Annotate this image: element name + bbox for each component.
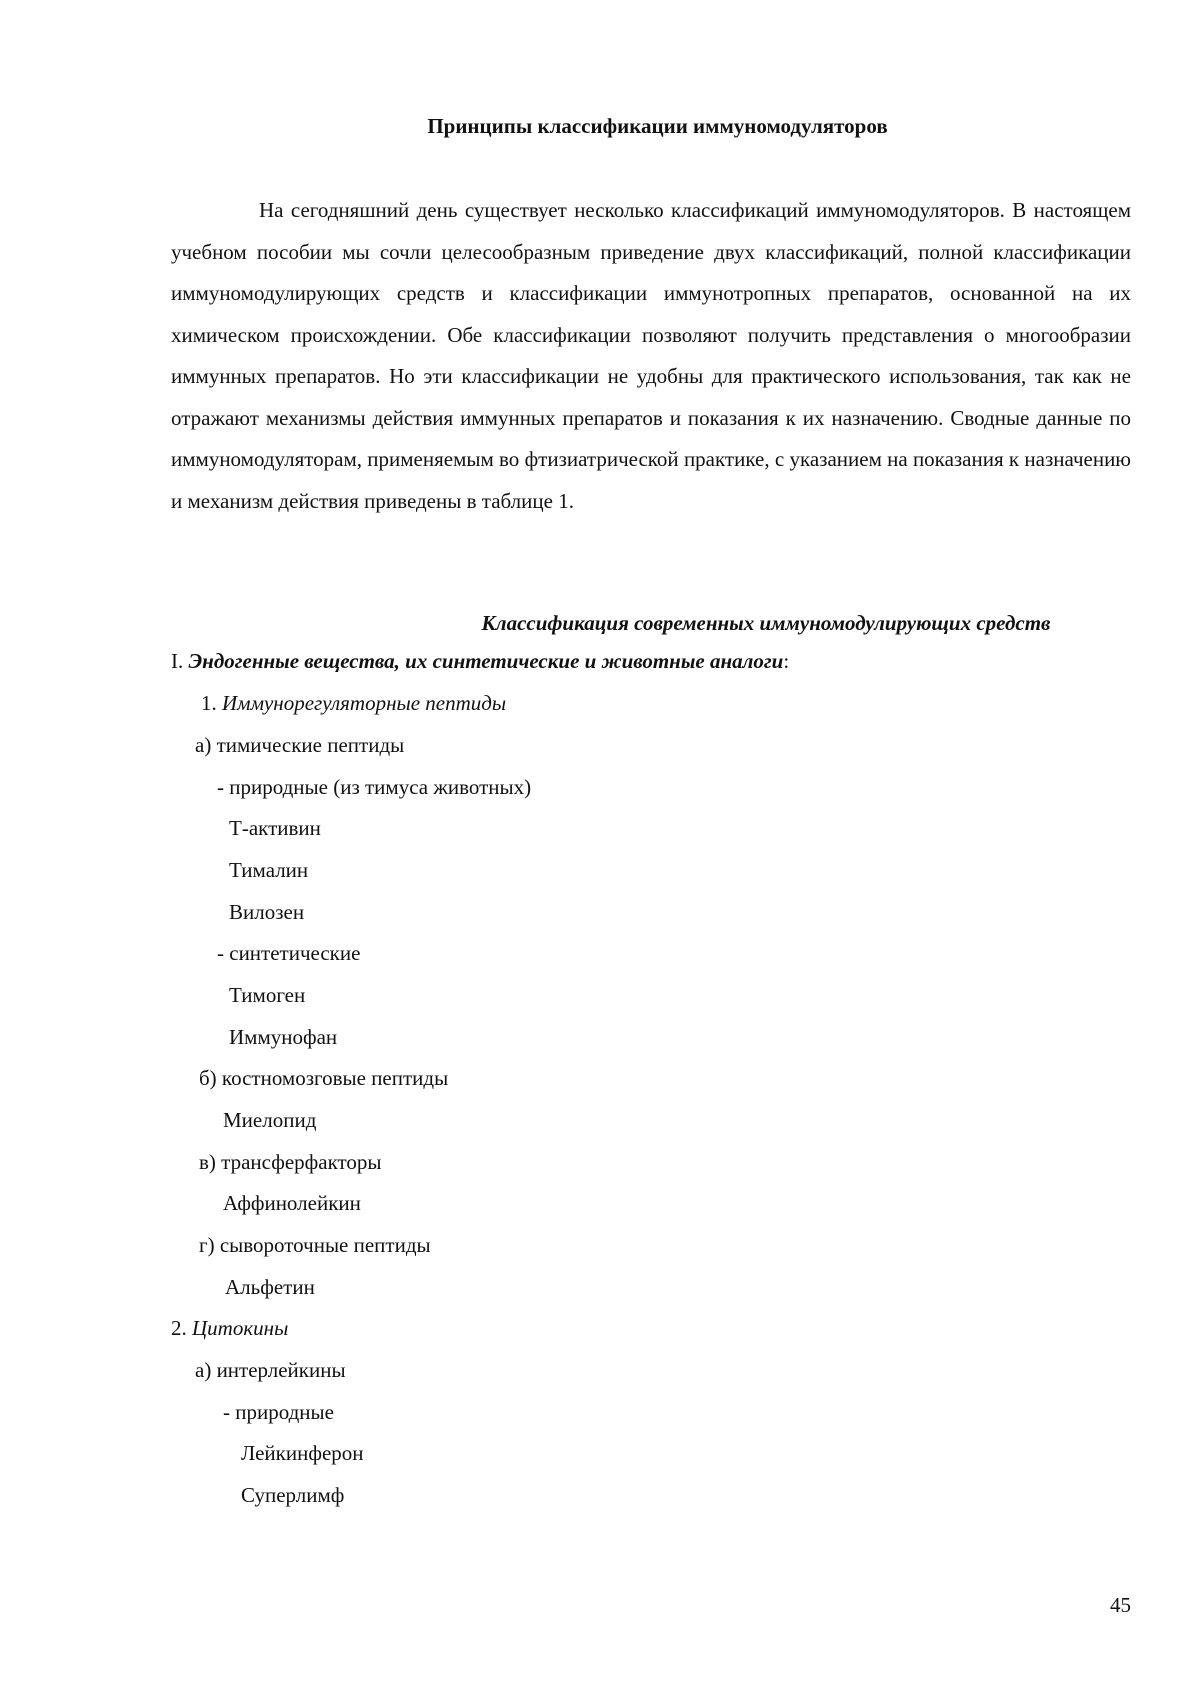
intro-paragraph-text: На сегодняшний день существует несколько классификаций иммуномодуляторов. В настоящем учебном пособии мы сочли целесообразным приведение двух классификаций, полной классификации иммуномодулирующих средств и классификации иммунотропных препаратов, основанной на их химическом происхождении. Обе классификации позволяют получить представления о многообразии иммунных препаратов. Но эти классификации не удобны для практического использования, так как не отражают механизмы действия иммунных препаратов и показания к их назначению. Сводные данные по иммуномодуляторам, применяемым во фтизиатрической практике, с указанием на показания к назначению и механизм действия приведены в таблице 1. xyxy=(171,198,1131,513)
group-1-title: Иммунорегуляторные пептиды xyxy=(222,691,507,715)
group-2-number: 2. xyxy=(171,1316,192,1340)
section-1-heading xyxy=(171,649,789,674)
group-1-number: 1. xyxy=(201,691,222,715)
section-1-suffix: : xyxy=(783,649,790,673)
list-item-mielopid: Миелопид xyxy=(223,1108,317,1132)
list-item-interleukins: а) интерлейкины xyxy=(195,1358,346,1382)
page-title: Принципы классификации иммуномодуляторов xyxy=(427,114,888,138)
section-1-number: I. xyxy=(171,649,189,673)
list-item-transfer-factors: в) трансферфакторы xyxy=(199,1150,382,1174)
classification-title: Классификация современных иммуномодулирующих средств xyxy=(481,611,1051,635)
list-item-immunofan: Иммунофан xyxy=(229,1025,338,1049)
list-item-timogen: Тимоген xyxy=(229,983,306,1007)
list-item-superlimf: Суперлимф xyxy=(241,1483,345,1507)
list-item-timalin: Тималин xyxy=(229,858,309,882)
list-item-bone-marrow-peptides: б) костномозговые пептиды xyxy=(199,1066,449,1090)
list-item-alfetin: Альфетин xyxy=(225,1275,315,1299)
list-item-serum-peptides: г) сывороточные пептиды xyxy=(199,1233,431,1257)
list-item-natural: - природные xyxy=(223,1400,334,1424)
section-1-title: Эндогенные вещества, их синтетические и животные аналоги xyxy=(188,649,784,673)
list-item-synthetic: - синтетические xyxy=(217,941,361,965)
group-1-heading xyxy=(201,691,506,716)
page-number: 45 xyxy=(1110,1593,1131,1617)
group-2-heading xyxy=(171,1316,288,1341)
list-item-leikinferon: Лейкинферон xyxy=(241,1441,364,1465)
list-item-t-activin: Т-активин xyxy=(229,816,321,840)
group-2-title: Цитокины xyxy=(192,1316,289,1340)
list-item-affinoleikin: Аффинолейкин xyxy=(223,1191,361,1215)
intro-paragraph xyxy=(171,190,1131,522)
list-item-vilozen: Вилозен xyxy=(229,900,305,924)
list-item-thymic-peptides: а) тимические пептиды xyxy=(195,733,405,757)
list-item-natural-thymus: - природные (из тимуса животных) xyxy=(217,775,532,799)
